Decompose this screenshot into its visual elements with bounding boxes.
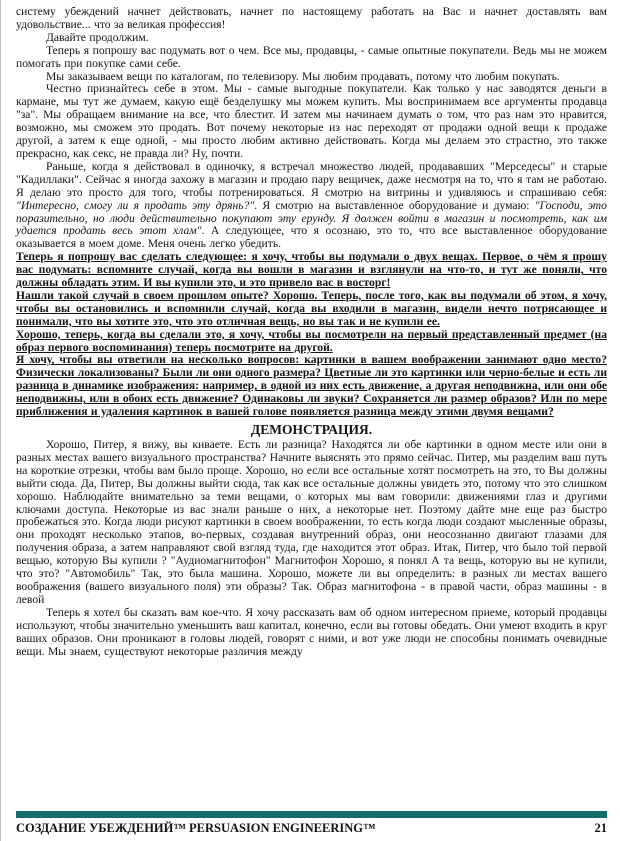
- italic-quote-text: "Интересно, смогу ли я продать эту дрянь?": [16, 198, 255, 212]
- paragraph: [16, 45, 607, 71]
- paragraph: [16, 290, 607, 329]
- body-text: ДЕМОНСТРАЦИЯ.: [250, 422, 373, 437]
- page-number: 21: [594, 821, 607, 835]
- body-text: Мы заказываем вещи по каталогам, по телевизору. Мы любим продавать, потому что любим покупать.: [46, 69, 560, 83]
- body-text: Хорошо, теперь, когда вы сделали это, я хочу, чтобы вы посмотрели на первый представленный предмет (на образ первого воспоминания) теперь посмотрите на другой.: [16, 327, 607, 354]
- body-text: . Я смотрю на выставленное оборудование и думаю:: [254, 198, 535, 212]
- paragraph: [16, 329, 607, 355]
- body-text: . А следующее, что я осознаю, это то, что все выставленное оборудование оказывается в моем доме. Меня очень легко убедить.: [16, 224, 607, 251]
- footer-book-title: СОЗДАНИЕ УБЕЖДЕНИЙ™ PERSUASION ENGINEERING™: [16, 821, 376, 835]
- body-text: Хорошо, Питер, я вижу, вы киваете. Есть ли разница? Находятся ли обе картинки в одном месте или они в разных местах вашего визуального пространства? Начните выяснять это прямо сейчас. Питер, мы разделим ваш путь на короткие отрезки, чтобы вам было проще. Хорошо, но если все остальные хотят посмотреть на это, то Вы должны выйти сюда. Да, Питер, Вы должны выйти сюда, так как все остальные должны увидеть это, потому что это слишком хорошо. Наблюдайте внимательно за теми вещами, о которых мы вам говорили: движениями глаз и другими ключами доступа. Некоторые из вас знали раньше о них, а некоторые нет. Поэтому дайте мне еще раз быстро пробежаться это. Когда люди рисуют картинки в своем воображении, то есть когда люди создают мысленные образы, они проходят несколько этапов, во-первых, создавая внутренний образ, они неосознанно двигают глазами для получения образа, а затем направляют свой взгляд туда, где находится этот образ. Итак, Питер, что было той первой вещью, которую Вы купили ? "Аудиомагнитофон" Магнитофон Хорошо, я понял А та вещь, которую вы не купили, что это? "Автомобиль" Так, это была машина. Хорошо, можете ли вы определить: в разных ли местах вашего воображения (вашего визуального поля) эти образы? Так. Образ магнитофона - в правой части, образ машины - в левой: [16, 438, 607, 606]
- italic-quote-text: "Господи, это поразительно, но люди действительно покупают эту ерунду. Я должен войти в магазин и посмотреть, как им удается продать весь этот хлам": [16, 198, 607, 238]
- paragraph: [16, 6, 607, 32]
- paragraph: [16, 354, 607, 419]
- paragraph: [16, 83, 607, 160]
- body-text: Теперь я попрошу вас подумать вот о чем. Все мы, продавцы, - самые опытные покупатели. Ведь мы не можем помогать при покупке сами себе.: [16, 43, 607, 70]
- footer-divider-bar: [16, 811, 607, 818]
- page-footer: [16, 811, 607, 835]
- body-text: систему убеждений начнет действовать, начнет по настоящему работать на Вас и начнет доставлять вам удовольствие... что за великая профессия!: [16, 5, 607, 31]
- body-text: Раньше, когда я действовал в одиночку, я встречал множество людей, продававших "Мерседесы" и старые "Кадиллаки". Сейчас я иногда захожу в магазин и продаю пару вещичек, даже несмотря на то, что я там не работаю. Я делаю это просто для того, чтобы потренироваться. Я смотрю на витрины и удивляюсь и спрашиваю себя:: [16, 159, 607, 199]
- body-text: Теперь я хотел бы сказать вам кое-что. Я хочу рассказать вам об одном интересном приеме, который продавцы используют, чтобы значительно уменьшить ваш капитал, конечно, если вы готовы обедать. Они умеют входить в круг ваших образов. Они проникают в головы людей, говорят с ними, и вот уже люди не способны понимать очевидные вещи. Мы знаем, существуют некоторые различия между: [16, 605, 607, 658]
- body-text: Честно признайтесь себе в этом. Мы - самые выгодные покупатели. Как только у нас заводятся деньги в кармане, мы тут же думаем, какую ещё безделушку мы можем купить. Мы воспринимаем все аргументы продавца "за". Мы обращаем внимание на все, что блестит. И затем мы начинаем думать о том, что раз нам это нравится, возможно, мы сможем это продать. Вот почему некоторые из нас переходят от продажи одной вещи к продаже другой, а затем к еще одной, - мы просто любим активно действовать. Когда мы делаем это страстно, это также прекрасно, как секс, не правда ли? Ну, почти.: [16, 82, 607, 160]
- paragraph: [16, 439, 607, 607]
- page-body: [16, 6, 607, 658]
- footer-text-row: [16, 821, 607, 835]
- body-text: Давайте продолжим.: [46, 30, 149, 44]
- paragraph: [16, 161, 607, 251]
- body-text: Теперь я попрошу вас сделать следующее: я хочу, чтобы вы подумали о двух вещах. Первое, о чём я прошу вас подумать: вспомните случай, когда вы вошли в магазин и взглянули на что-то, и тут же поняли, что должны обладать этим. И вы купили это, и это привело вас в восторг!: [16, 250, 607, 290]
- paragraph: [16, 251, 607, 290]
- paragraph: [16, 607, 607, 659]
- section-heading: [16, 421, 607, 438]
- body-text: Я хочу, чтобы вы ответили на несколько вопросов: картинки в вашем воображении занимают одно место? Физически локализованы? Были ли они одного размера? Цветные ли это картинки или черно-белые и есть ли разница в динамике изображения: например, в одной из них есть движение, а другая неподвижна, или они обе неподвижны, или в обоих есть движение? Одинаковы ли звуки? Сохраняется ли размер образов? Или по мере приближения и удаления картинок в вашей голове появляется разница между этими двумя вещами?: [16, 353, 607, 419]
- body-text: Нашли такой случай в своем прошлом опыте? Хорошо. Теперь, после того, как вы подумали об этом, я хочу, чтобы вы остановились и вспомнили случай, когда вы входили в магазин, видели нечто потрясающее и понимали, что вы хотите это, что это отличная вещь, но вы так и не купили ее.: [16, 288, 607, 328]
